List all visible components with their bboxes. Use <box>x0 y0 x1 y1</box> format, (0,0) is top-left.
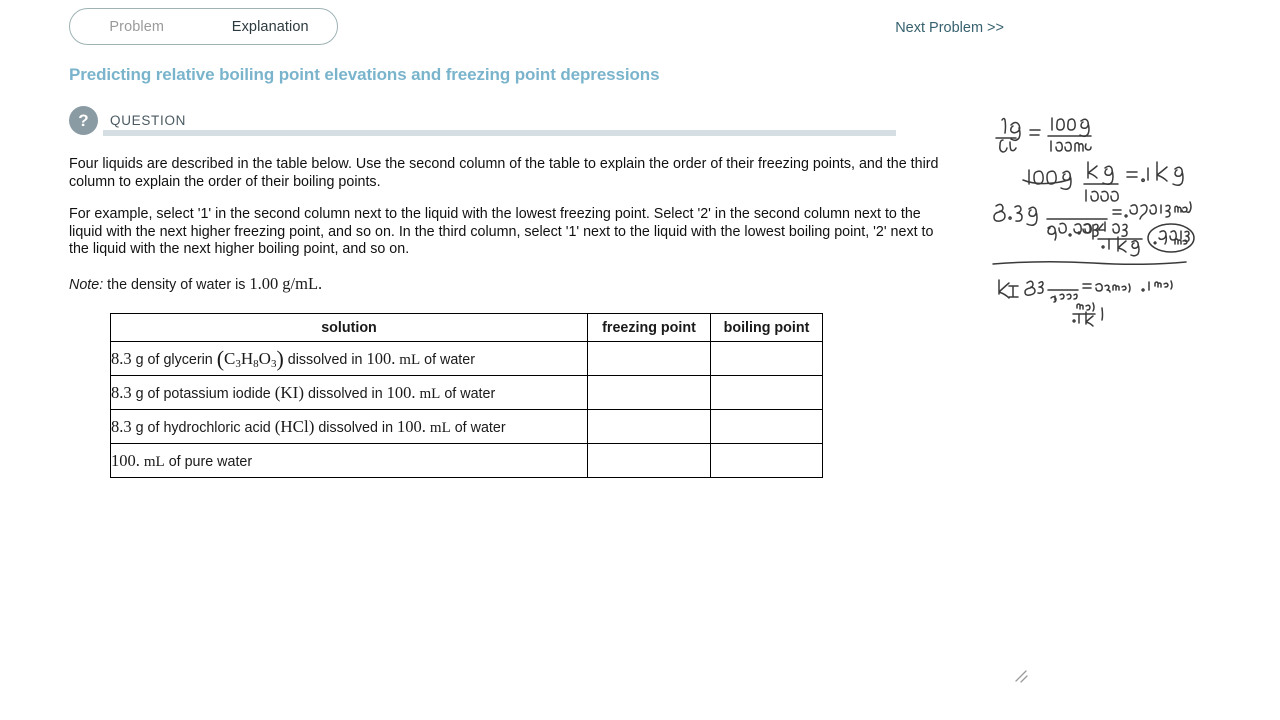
chemical-formula-hydrochloric-acid: (HCl) <box>274 416 315 436</box>
volume-unit: mL <box>143 453 165 470</box>
resize-grip-lines <box>1013 668 1029 684</box>
table-row <box>111 342 823 376</box>
mass-value: 8.3 <box>111 416 132 436</box>
volume-unit: mL <box>419 385 441 402</box>
dissolved-text: dissolved in <box>307 385 383 402</box>
dissolved-text: dissolved in <box>287 351 363 368</box>
question-note <box>69 274 949 294</box>
table-row <box>111 410 823 444</box>
chemical-formula-potassium-iodide: (KI) <box>274 382 304 402</box>
mode-tab-group[interactable] <box>69 8 338 45</box>
solvent-text: of water <box>444 385 496 402</box>
cell-solution-hydrochloric-acid <box>111 410 588 444</box>
formula-element: C <box>224 348 236 368</box>
formula-subscript: 3 <box>235 357 241 370</box>
volume-unit: mL <box>399 351 421 368</box>
header-solution: solution <box>111 314 588 342</box>
table-header-row <box>111 314 823 342</box>
header-boiling-point: boiling point <box>711 314 823 342</box>
handwritten-annotation-overlay <box>985 108 1200 343</box>
dissolved-text: dissolved in <box>318 419 394 436</box>
resize-grip-icon[interactable] <box>1013 668 1029 684</box>
note-prefix: Note: <box>69 276 104 293</box>
note-value: 1.00 <box>249 273 279 293</box>
volume-value: 100. <box>111 450 140 470</box>
volume-unit: mL <box>429 419 451 436</box>
top-bar <box>0 0 1280 54</box>
solute-name: of hydrochloric acid <box>147 419 271 436</box>
cell-freezing-point[interactable] <box>588 342 711 376</box>
volume-value: 100. <box>366 348 396 368</box>
formula-subscript: 8 <box>253 357 259 370</box>
question-paragraph-1: Four liquids are described in the table below. Use the second column of the table to explain the order of their freezing points, and the third column to explain the order of their boiling points. <box>69 156 939 190</box>
solutions-table-wrapper <box>110 313 823 478</box>
question-section-label: QUESTION <box>110 113 187 128</box>
formula-element: H <box>240 348 254 368</box>
note-text: the density of water is <box>107 276 246 293</box>
solvent-text: of pure water <box>168 453 253 470</box>
tab-explanation[interactable]: Explanation <box>231 18 309 35</box>
chemical-formula-glycerin: $(C_3H_8O_3)$ <box>216 345 284 371</box>
table-row <box>111 444 823 478</box>
cell-solution-potassium-iodide <box>111 376 588 410</box>
cell-boiling-point[interactable] <box>711 376 823 410</box>
cell-solution-glycerin <box>111 342 588 376</box>
ink-strokes <box>985 108 1200 343</box>
question-divider <box>103 130 896 136</box>
solute-name: of glycerin <box>147 351 213 368</box>
question-body <box>69 156 949 294</box>
mass-value: 8.3 <box>111 348 132 368</box>
mass-value: 8.3 <box>111 382 132 402</box>
volume-value: 100. <box>397 416 426 436</box>
note-units: g/mL. <box>282 273 323 293</box>
tab-problem[interactable]: Problem <box>109 18 165 35</box>
solute-name: of potassium iodide <box>147 385 271 402</box>
solvent-text: of water <box>424 351 475 368</box>
cell-boiling-point[interactable] <box>711 342 823 376</box>
volume-value: 100. <box>386 382 416 402</box>
solutions-table <box>110 313 823 478</box>
cell-freezing-point[interactable] <box>588 444 711 478</box>
table-row <box>111 376 823 410</box>
cell-boiling-point[interactable] <box>711 410 823 444</box>
cell-solution-pure-water <box>111 444 588 478</box>
formula-subscript: 3 <box>270 357 277 370</box>
cell-boiling-point[interactable] <box>711 444 823 478</box>
cell-freezing-point[interactable] <box>588 410 711 444</box>
next-problem-link[interactable]: Next Problem >> <box>895 20 1004 36</box>
cell-freezing-point[interactable] <box>588 376 711 410</box>
page-title: Predicting relative boiling point elevations and freezing point depressions <box>69 65 660 84</box>
solvent-text: of water <box>454 419 506 436</box>
mass-unit: g <box>135 351 144 368</box>
mass-unit: g <box>135 419 144 436</box>
header-freezing-point: freezing point <box>588 314 711 342</box>
question-paragraph-2: For example, select '1' in the second column next to the liquid with the lowest freezing point. Select '2' in the second column next to the liquid with the next higher freezing point, and so on. In the third column, select '1' next to the liquid with the lowest boiling point, '2' next to the liquid with the next higher boiling point, and so on. <box>69 206 934 257</box>
table-head <box>111 314 823 342</box>
table-body <box>111 342 823 478</box>
formula-element: O <box>258 348 271 368</box>
mass-unit: g <box>135 385 144 402</box>
question-mark-icon: ? <box>69 106 98 135</box>
